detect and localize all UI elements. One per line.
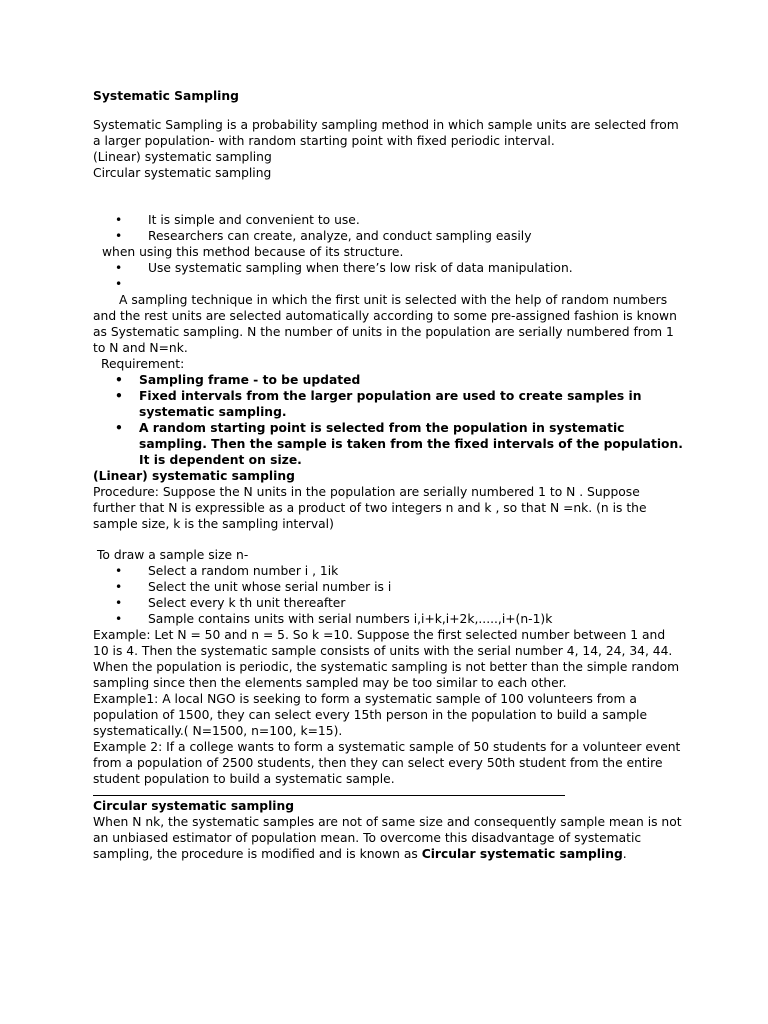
list-item: • Sample contains units with serial numbers i,i+k,i+2k,.....,i+(n-1)k	[93, 611, 683, 627]
list-item: • Select the unit whose serial number is i	[93, 579, 683, 595]
list-item: • Use systematic sampling when there’s low risk of data manipulation.	[93, 260, 683, 276]
procedure-paragraph: Procedure: Suppose the N units in the population are serially numbered 1 to N . Suppose further that N is expressible as a product of two integers n and k , so that N =nk. (n is the sample size, k is the sampling interval)	[93, 485, 647, 531]
list-item: • A random starting point is selected from the population in systematic sampling. Then the sample is taken from the fixed intervals of the population. It is dependent on size.	[93, 420, 683, 468]
list-item: • Fixed intervals from the larger population are used to create samples in systematic sampling.	[93, 388, 683, 420]
example2-paragraph: Example 2: If a college wants to form a systematic sample of 50 students for a volunteer event from a population of 2500 students, then they can select every 50th student from the entire student population to build a systematic sample.	[93, 740, 681, 786]
circular-text: When N nk, the systematic samples are not of same size and consequently sample mean is not an unbiased estimator of population mean. To overcome this disadvantage of systematic sampling, the procedure is modified and is known as	[93, 815, 682, 861]
definition-paragraph: A sampling technique in which the first unit is selected with the help of random numbers and the rest units are selected automatically according to some pre-assigned fashion is known as Systematic sampling. N the number of units in the population are serially numbered from 1 to N and N=nk.	[93, 293, 677, 355]
intro-linear-line: (Linear) systematic sampling	[93, 150, 272, 164]
circular-paragraph	[93, 814, 683, 862]
list-item: • Select every k th unit thereafter	[93, 595, 683, 611]
intro-paragraph: Systematic Sampling is a probability sampling method in which sample units are selected from a larger population- with random starting point with fixed periodic interval.	[93, 118, 679, 148]
list-item: • Researchers can create, analyze, and conduct sampling easily	[93, 228, 683, 244]
list-item: • It is simple and convenient to use.	[93, 212, 683, 228]
requirements-list	[93, 372, 683, 468]
list-item: • Sampling frame - to be updated	[93, 372, 683, 388]
circular-end: .	[622, 847, 627, 861]
intro-circular-line: Circular systematic sampling	[93, 166, 272, 180]
circular-bold-term: Circular systematic sampling	[421, 847, 623, 861]
section-divider	[93, 795, 565, 796]
page-title: Systematic Sampling	[93, 89, 239, 103]
steps-list	[93, 563, 683, 627]
example1-paragraph: Example1: A local NGO is seeking to form a systematic sample of 100 volunteers from a population of 1500, they can select every 15th person in the population to build a sample systematically.( N=1500, n=100, k=15).	[93, 692, 648, 738]
document-body	[93, 88, 683, 862]
requirement-heading: Requirement:	[101, 357, 185, 371]
circular-heading: Circular systematic sampling	[93, 799, 295, 813]
advantages-list-continued	[93, 260, 683, 292]
empty-list-item	[93, 276, 683, 292]
example-paragraph: Example: Let N = 50 and n = 5. So k =10. Suppose the first selected number between 1 and 10 is 4. Then the systematic sample consists of units with the serial number 4, 14, 24, 34, 44.	[93, 628, 673, 658]
list-item: • Select a random number i , 1ik	[93, 563, 683, 579]
draw-heading: To draw a sample size n-	[97, 548, 249, 562]
advantages-list	[93, 212, 683, 244]
periodic-paragraph: When the population is periodic, the systematic sampling is not better than the simple random sampling since then the elements sampled may be too similar to each other.	[93, 660, 680, 690]
linear-heading: (Linear) systematic sampling	[93, 469, 295, 483]
advantages-continuation: when using this method because of its structure.	[102, 245, 404, 259]
